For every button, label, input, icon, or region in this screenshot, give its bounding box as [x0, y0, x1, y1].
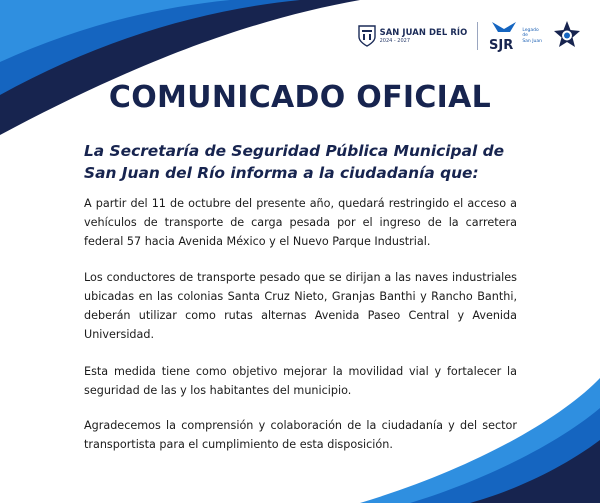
lead-statement: La Secretaría de Seguridad Pública Municipal de San Juan del Río informa a la ciudadanía que: [84, 142, 505, 182]
legado-tagline-1: Legado [522, 27, 539, 33]
sjr-legado-icon [488, 20, 520, 52]
police-star-badge-icon [552, 20, 582, 52]
page-title: COMUNICADO OFICIAL [108, 80, 492, 115]
municipality-logo [358, 25, 468, 47]
header-logos [358, 18, 582, 54]
paragraph-objective: Esta medida tiene como objetivo mejorar la movilidad vial y fortalecer la seguridad de las y los habitantes del municipio. [84, 365, 517, 397]
sjr-legado-logo [488, 20, 542, 52]
legado-tagline-2: de [522, 33, 528, 39]
legado-tagline-3: San Juan [522, 38, 542, 44]
logo-divider [477, 22, 478, 50]
paragraph-thanks: Agradecemos la comprensión y colaboración de la ciudadanía y del sector transportista para el cumplimiento de esta disposición. [84, 419, 517, 451]
administration-period: 2024 - 2027 [379, 37, 411, 44]
paragraph-alternate-routes: Los conductores de transporte pesado que se dirijan a las naves industriales ubicadas en las colonias Santa Cruz Nieto, Granjas Banthi y Rancho Banthi, deberán utilizar como rutas alternas Avenida Paseo Central y Avenida Universidad. [84, 271, 517, 341]
sjr-initials: SJR [489, 38, 514, 52]
paragraph-restriction: A partir del 11 de octubre del presente año, quedará restringido el acceso a vehículos de transporte de carga pesada por el ingreso de la carretera federal 57 hacia Avenida México y el Nuevo Parque Industrial. [84, 197, 517, 248]
municipality-name: SAN JUAN DEL RÍO [379, 27, 468, 38]
shield-icon [358, 25, 376, 47]
